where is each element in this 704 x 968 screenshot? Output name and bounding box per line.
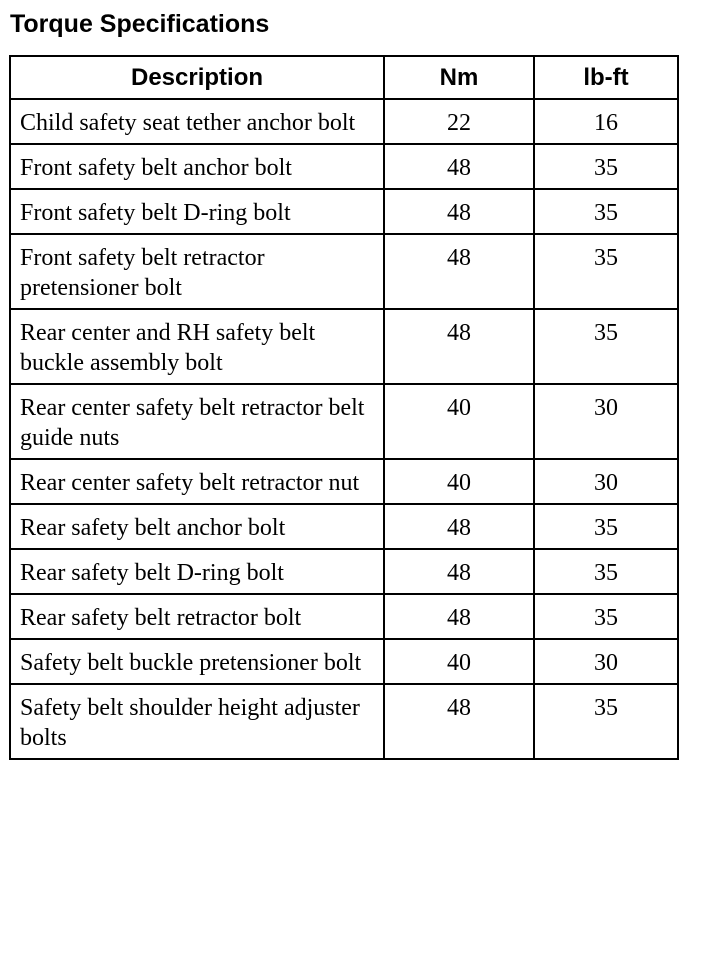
column-header-nm: Nm bbox=[384, 56, 534, 99]
cell-nm: 48 bbox=[384, 549, 534, 594]
table-row bbox=[10, 459, 678, 504]
cell-description: Rear center safety belt retractor belt guide nuts bbox=[10, 384, 384, 459]
column-header-description: Description bbox=[10, 56, 384, 99]
cell-lbft: 35 bbox=[534, 309, 678, 384]
cell-lbft: 35 bbox=[534, 504, 678, 549]
cell-lbft: 30 bbox=[534, 459, 678, 504]
cell-lbft: 35 bbox=[534, 549, 678, 594]
table-row bbox=[10, 99, 678, 144]
table-row bbox=[10, 504, 678, 549]
torque-specifications-table bbox=[9, 55, 679, 760]
cell-description: Child safety seat tether anchor bolt bbox=[10, 99, 384, 144]
cell-nm: 40 bbox=[384, 384, 534, 459]
page-title: Torque Specifications bbox=[10, 10, 270, 38]
cell-lbft: 16 bbox=[534, 99, 678, 144]
cell-description: Front safety belt anchor bolt bbox=[10, 144, 384, 189]
table-row bbox=[10, 639, 678, 684]
cell-nm: 48 bbox=[384, 189, 534, 234]
cell-nm: 22 bbox=[384, 99, 534, 144]
table-row bbox=[10, 384, 678, 459]
cell-lbft: 30 bbox=[534, 639, 678, 684]
cell-description: Rear safety belt retractor bolt bbox=[10, 594, 384, 639]
cell-description: Front safety belt retractor pretensioner bolt bbox=[10, 234, 384, 309]
cell-nm: 40 bbox=[384, 459, 534, 504]
table-header-row bbox=[10, 56, 678, 99]
cell-description: Safety belt shoulder height adjuster bolts bbox=[10, 684, 384, 759]
cell-nm: 48 bbox=[384, 594, 534, 639]
cell-description: Rear center safety belt retractor nut bbox=[10, 459, 384, 504]
cell-description: Rear safety belt anchor bolt bbox=[10, 504, 384, 549]
cell-lbft: 30 bbox=[534, 384, 678, 459]
table-row bbox=[10, 189, 678, 234]
column-header-lbft: lb-ft bbox=[534, 56, 678, 99]
cell-lbft: 35 bbox=[534, 234, 678, 309]
cell-nm: 48 bbox=[384, 684, 534, 759]
cell-lbft: 35 bbox=[534, 189, 678, 234]
cell-nm: 48 bbox=[384, 504, 534, 549]
table-row bbox=[10, 549, 678, 594]
cell-nm: 48 bbox=[384, 144, 534, 189]
table-row bbox=[10, 234, 678, 309]
table-row bbox=[10, 684, 678, 759]
cell-nm: 40 bbox=[384, 639, 534, 684]
cell-lbft: 35 bbox=[534, 144, 678, 189]
table-row bbox=[10, 144, 678, 189]
cell-description: Safety belt buckle pretensioner bolt bbox=[10, 639, 384, 684]
cell-description: Rear center and RH safety belt buckle assembly bolt bbox=[10, 309, 384, 384]
cell-lbft: 35 bbox=[534, 684, 678, 759]
table-row bbox=[10, 594, 678, 639]
cell-description: Front safety belt D-ring bolt bbox=[10, 189, 384, 234]
cell-lbft: 35 bbox=[534, 594, 678, 639]
cell-nm: 48 bbox=[384, 234, 534, 309]
table-row bbox=[10, 309, 678, 384]
cell-nm: 48 bbox=[384, 309, 534, 384]
cell-description: Rear safety belt D-ring bolt bbox=[10, 549, 384, 594]
